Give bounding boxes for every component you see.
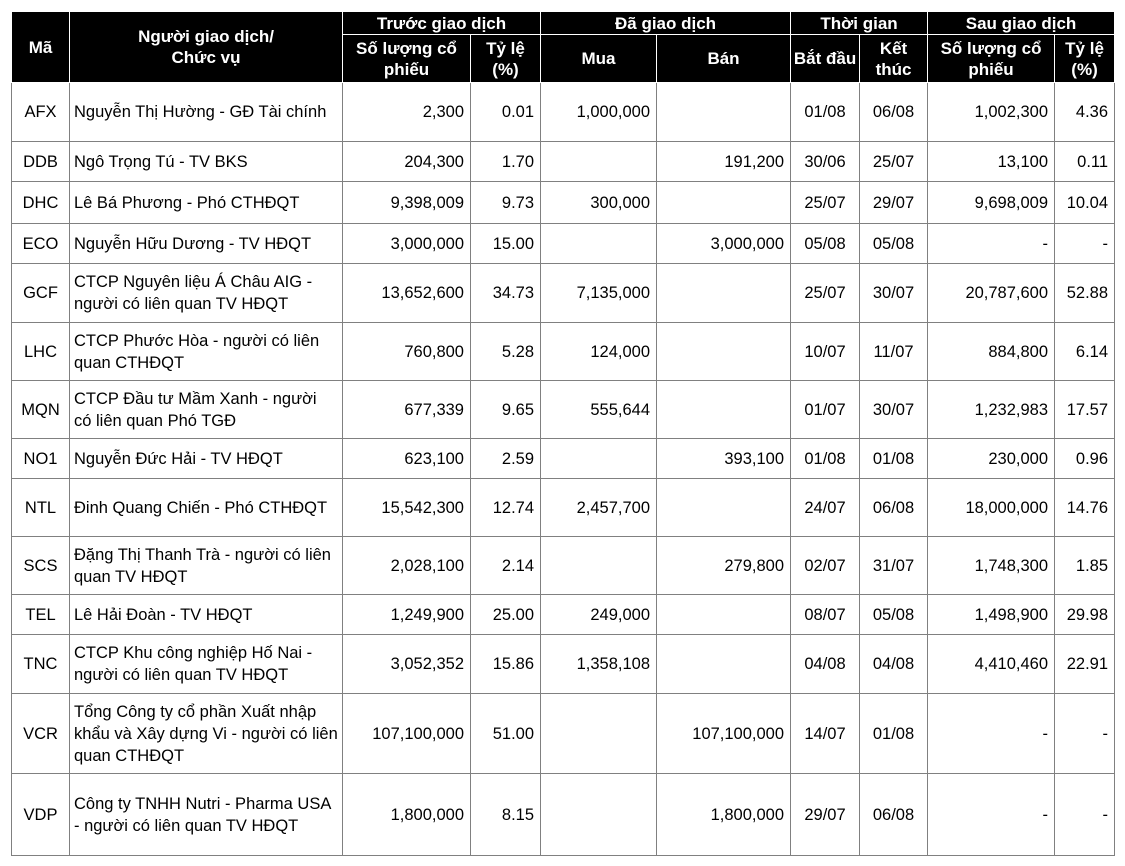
cell-sau-so-luong: 884,800 [928, 323, 1055, 381]
cell-ban [657, 323, 791, 381]
table-row [12, 264, 1115, 323]
cell-bat-dau: 05/08 [791, 224, 860, 264]
cell-sau-ty-le: 1.85 [1055, 537, 1115, 595]
cell-truoc-so-luong: 13,652,600 [343, 264, 471, 323]
cell-truoc-ty-le: 15.86 [471, 635, 541, 694]
cell-ket-thuc: 01/08 [860, 439, 928, 479]
cell-sau-ty-le: - [1055, 224, 1115, 264]
cell-ma: LHC [12, 323, 70, 381]
table-row [12, 635, 1115, 694]
cell-bat-dau: 24/07 [791, 479, 860, 537]
cell-ma: TEL [12, 595, 70, 635]
cell-ket-thuc: 30/07 [860, 381, 928, 439]
cell-truoc-so-luong: 3,052,352 [343, 635, 471, 694]
cell-truoc-so-luong: 1,800,000 [343, 774, 471, 856]
cell-sau-ty-le: 22.91 [1055, 635, 1115, 694]
cell-mua [541, 537, 657, 595]
cell-ma: NO1 [12, 439, 70, 479]
cell-bat-dau: 14/07 [791, 694, 860, 774]
cell-bat-dau: 01/08 [791, 439, 860, 479]
cell-ket-thuc: 30/07 [860, 264, 928, 323]
table-row [12, 439, 1115, 479]
cell-mua: 300,000 [541, 182, 657, 224]
cell-sau-so-luong: 230,000 [928, 439, 1055, 479]
header-bat-dau: Bắt đầu [791, 35, 860, 83]
cell-truoc-ty-le: 1.70 [471, 142, 541, 182]
header-ket-thuc: Kết thúc [860, 35, 928, 83]
cell-sau-ty-le: 14.76 [1055, 479, 1115, 537]
cell-sau-so-luong: 20,787,600 [928, 264, 1055, 323]
cell-ban: 3,000,000 [657, 224, 791, 264]
cell-sau-so-luong: 1,748,300 [928, 537, 1055, 595]
cell-mua: 1,358,108 [541, 635, 657, 694]
table-body [12, 83, 1115, 856]
header-sau-giao-dich: Sau giao dịch [928, 12, 1115, 35]
cell-truoc-so-luong: 2,300 [343, 83, 471, 142]
cell-ket-thuc: 01/08 [860, 694, 928, 774]
cell-truoc-ty-le: 15.00 [471, 224, 541, 264]
cell-sau-so-luong: 18,000,000 [928, 479, 1055, 537]
table-row [12, 142, 1115, 182]
cell-truoc-so-luong: 107,100,000 [343, 694, 471, 774]
cell-nguoi-giao-dich: CTCP Đầu tư Mầm Xanh - người có liên quan Phó TGĐ [70, 381, 343, 439]
cell-truoc-so-luong: 2,028,100 [343, 537, 471, 595]
cell-bat-dau: 08/07 [791, 595, 860, 635]
cell-ket-thuc: 05/08 [860, 595, 928, 635]
table-row [12, 323, 1115, 381]
cell-nguoi-giao-dich: Nguyễn Đức Hải - TV HĐQT [70, 439, 343, 479]
insider-trading-table [11, 11, 1115, 856]
cell-mua: 249,000 [541, 595, 657, 635]
table-row [12, 381, 1115, 439]
table-header [12, 12, 1115, 83]
cell-truoc-ty-le: 8.15 [471, 774, 541, 856]
header-da-giao-dich: Đã giao dịch [541, 12, 791, 35]
cell-bat-dau: 10/07 [791, 323, 860, 381]
cell-sau-ty-le: 4.36 [1055, 83, 1115, 142]
cell-nguoi-giao-dich: Lê Hải Đoàn - TV HĐQT [70, 595, 343, 635]
cell-nguoi-giao-dich: Tổng Công ty cổ phần Xuất nhập khẩu và Xây dựng Vi - người có liên quan CTHĐQT [70, 694, 343, 774]
cell-mua [541, 774, 657, 856]
cell-nguoi-giao-dich: Nguyễn Thị Hường - GĐ Tài chính [70, 83, 343, 142]
cell-sau-so-luong: 1,002,300 [928, 83, 1055, 142]
cell-ket-thuc: 06/08 [860, 83, 928, 142]
cell-sau-ty-le: 29.98 [1055, 595, 1115, 635]
cell-sau-ty-le: 52.88 [1055, 264, 1115, 323]
cell-truoc-ty-le: 25.00 [471, 595, 541, 635]
cell-sau-ty-le: 17.57 [1055, 381, 1115, 439]
cell-nguoi-giao-dich: CTCP Khu công nghiệp Hố Nai - người có liên quan TV HĐQT [70, 635, 343, 694]
cell-nguoi-giao-dich: Đặng Thị Thanh Trà - người có liên quan TV HĐQT [70, 537, 343, 595]
cell-mua [541, 142, 657, 182]
table-row [12, 182, 1115, 224]
cell-sau-so-luong: 4,410,460 [928, 635, 1055, 694]
table-row [12, 595, 1115, 635]
header-sau-so-luong: Số lượng cổ phiếu [928, 35, 1055, 83]
cell-ket-thuc: 31/07 [860, 537, 928, 595]
cell-sau-so-luong: 13,100 [928, 142, 1055, 182]
cell-nguoi-giao-dich: CTCP Phước Hòa - người có liên quan CTHĐQT [70, 323, 343, 381]
cell-nguoi-giao-dich: Nguyễn Hữu Dương - TV HĐQT [70, 224, 343, 264]
cell-mua: 2,457,700 [541, 479, 657, 537]
cell-ket-thuc: 29/07 [860, 182, 928, 224]
cell-nguoi-giao-dich: Ngô Trọng Tú - TV BKS [70, 142, 343, 182]
header-row-groups [12, 12, 1115, 35]
cell-sau-ty-le: - [1055, 774, 1115, 856]
cell-ma: VDP [12, 774, 70, 856]
table-row [12, 83, 1115, 142]
cell-ban [657, 381, 791, 439]
cell-truoc-ty-le: 9.73 [471, 182, 541, 224]
header-mua: Mua [541, 35, 657, 83]
cell-ket-thuc: 04/08 [860, 635, 928, 694]
insider-trading-table-container [11, 11, 1115, 856]
cell-mua: 7,135,000 [541, 264, 657, 323]
cell-nguoi-giao-dich: Đinh Quang Chiến - Phó CTHĐQT [70, 479, 343, 537]
cell-sau-ty-le: 0.11 [1055, 142, 1115, 182]
cell-truoc-so-luong: 204,300 [343, 142, 471, 182]
cell-mua [541, 224, 657, 264]
cell-nguoi-giao-dich: Công ty TNHH Nutri - Pharma USA - người có liên quan TV HĐQT [70, 774, 343, 856]
header-ma: Mã [12, 12, 70, 83]
table-row [12, 774, 1115, 856]
cell-truoc-so-luong: 623,100 [343, 439, 471, 479]
header-truoc-giao-dich: Trước giao dịch [343, 12, 541, 35]
cell-mua [541, 694, 657, 774]
cell-truoc-ty-le: 2.14 [471, 537, 541, 595]
cell-truoc-so-luong: 9,398,009 [343, 182, 471, 224]
header-nguoi-giao-dich [70, 12, 343, 83]
table-row [12, 479, 1115, 537]
cell-ket-thuc: 05/08 [860, 224, 928, 264]
cell-nguoi-giao-dich: CTCP Nguyên liệu Á Châu AIG - người có liên quan TV HĐQT [70, 264, 343, 323]
cell-bat-dau: 25/07 [791, 264, 860, 323]
header-truoc-ty-le: Tỷ lệ (%) [471, 35, 541, 83]
cell-ma: ECO [12, 224, 70, 264]
cell-ban [657, 479, 791, 537]
table-row [12, 537, 1115, 595]
table-row [12, 224, 1115, 264]
cell-ban: 1,800,000 [657, 774, 791, 856]
header-truoc-so-luong: Số lượng cổ phiếu [343, 35, 471, 83]
cell-mua [541, 439, 657, 479]
cell-ma: AFX [12, 83, 70, 142]
cell-mua: 1,000,000 [541, 83, 657, 142]
cell-ban: 393,100 [657, 439, 791, 479]
cell-truoc-ty-le: 34.73 [471, 264, 541, 323]
cell-truoc-so-luong: 760,800 [343, 323, 471, 381]
cell-nguoi-giao-dich: Lê Bá Phương - Phó CTHĐQT [70, 182, 343, 224]
cell-ma: MQN [12, 381, 70, 439]
header-nguoi-line1: Người giao dịch/ [138, 27, 274, 46]
cell-ban [657, 182, 791, 224]
cell-ban [657, 635, 791, 694]
cell-truoc-ty-le: 2.59 [471, 439, 541, 479]
cell-bat-dau: 01/08 [791, 83, 860, 142]
cell-sau-so-luong: - [928, 774, 1055, 856]
cell-sau-so-luong: 1,232,983 [928, 381, 1055, 439]
cell-ket-thuc: 06/08 [860, 479, 928, 537]
cell-ma: TNC [12, 635, 70, 694]
cell-ban [657, 595, 791, 635]
header-sau-ty-le: Tỷ lệ (%) [1055, 35, 1115, 83]
cell-ma: DHC [12, 182, 70, 224]
cell-truoc-so-luong: 677,339 [343, 381, 471, 439]
cell-truoc-so-luong: 3,000,000 [343, 224, 471, 264]
cell-sau-so-luong: - [928, 694, 1055, 774]
cell-truoc-ty-le: 0.01 [471, 83, 541, 142]
cell-ma: SCS [12, 537, 70, 595]
cell-truoc-so-luong: 1,249,900 [343, 595, 471, 635]
cell-ban: 191,200 [657, 142, 791, 182]
cell-bat-dau: 25/07 [791, 182, 860, 224]
cell-bat-dau: 30/06 [791, 142, 860, 182]
cell-sau-so-luong: 9,698,009 [928, 182, 1055, 224]
cell-truoc-ty-le: 51.00 [471, 694, 541, 774]
cell-ma: GCF [12, 264, 70, 323]
header-thoi-gian: Thời gian [791, 12, 928, 35]
cell-truoc-so-luong: 15,542,300 [343, 479, 471, 537]
cell-ket-thuc: 06/08 [860, 774, 928, 856]
cell-sau-ty-le: 6.14 [1055, 323, 1115, 381]
header-ban: Bán [657, 35, 791, 83]
cell-ket-thuc: 25/07 [860, 142, 928, 182]
cell-ban: 107,100,000 [657, 694, 791, 774]
cell-ban [657, 83, 791, 142]
header-nguoi-line2: Chức vụ [171, 48, 241, 67]
cell-ma: NTL [12, 479, 70, 537]
cell-ket-thuc: 11/07 [860, 323, 928, 381]
cell-ban: 279,800 [657, 537, 791, 595]
cell-truoc-ty-le: 12.74 [471, 479, 541, 537]
cell-ma: DDB [12, 142, 70, 182]
cell-ban [657, 264, 791, 323]
cell-truoc-ty-le: 9.65 [471, 381, 541, 439]
cell-truoc-ty-le: 5.28 [471, 323, 541, 381]
cell-bat-dau: 01/07 [791, 381, 860, 439]
table-row [12, 694, 1115, 774]
cell-bat-dau: 29/07 [791, 774, 860, 856]
cell-mua: 124,000 [541, 323, 657, 381]
cell-bat-dau: 02/07 [791, 537, 860, 595]
cell-sau-ty-le: 0.96 [1055, 439, 1115, 479]
cell-sau-so-luong: - [928, 224, 1055, 264]
cell-ma: VCR [12, 694, 70, 774]
cell-sau-ty-le: - [1055, 694, 1115, 774]
cell-sau-so-luong: 1,498,900 [928, 595, 1055, 635]
cell-sau-ty-le: 10.04 [1055, 182, 1115, 224]
cell-mua: 555,644 [541, 381, 657, 439]
cell-bat-dau: 04/08 [791, 635, 860, 694]
